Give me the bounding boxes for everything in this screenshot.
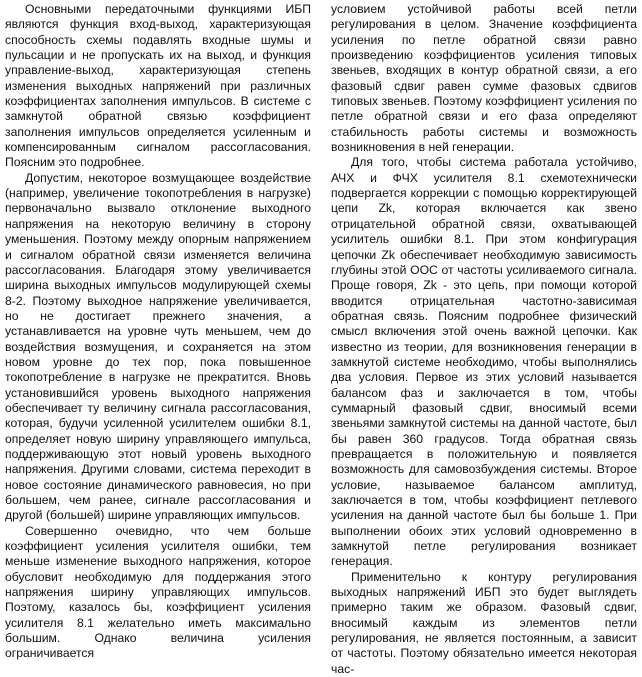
paragraph-frequency-correction: Для того, чтобы система работала устойчиво, АЧХ и ФЧХ усилителя 8.1 схемотехнически подвергается коррекции с помощью корректирующей цепи Zk, которая включается как звено отрицательной обратной связи, охватывающей усилитель ошибки 8.1. При этом конфигурация цепочки Zk обеспечивает необходимую зависимость глубины этой ООС от частоты усиливаемого сигнала. Проще говоря, Zk - это цепь, при помощи которой вводится отрицательная частотно-зависимая обратная связь. Поясним подробнее физический смысл включения этой очень важной цепочки. Как известно из теории, для возникновения генерации в замкнутой системе необходимо, чтобы выполнялись два условия. Первое из этих условий называется балансом фаз и заключается в том, чтобы суммарный фазовый сдвиг, вносимый всеми звеньями замкнутой системы на данной частоте, был бы равен 360 градусов. Тогда обратная связь превращается в положительную и появляется возможность для самовозбуждения системы. Второе условие, называемое балансом амплитуд, заключается в том, чтобы коэффициент петлевого усиления на данной частоте был бы больше 1. При выполнении обоих этих условий одновременно в замкнутой петле регулирования возникает генерация. <box>331 155 637 569</box>
paragraph-disturbance-example: Допустим, некоторое возмущающее воздействие (например, увеличение токопотребления в нагрузке) первоначально вызвало отклонение выходного напряжения на некоторую величину в сторону уменьшения. Поэтому между опорным напряжением и сигналом обратной связи изменяется величина рассогласования. Благодаря этому увеличивается ширина выходных импульсов модулирующей схемы 8-2. Поэтому выходное напряжение увеличивается, но не достигает прежнего значения, а устанавливается на уровне чуть меньшем, чем до воздействия возмущения, и сохраняется на этом новом уровне до тех пор, пока повышенное токопотребление в нагрузке не прекратится. Вновь установившийся уровень выходного напряжения обеспечивает ту величину сигнала рассогласования, которая, будучи усиленной усилителем ошибки 8.1, определяет новую ширину управляющего импульса, поддерживающую этот новый уровень выходного напряжения. Другими словами, система переходит в новое состояние динамического равновесия, но при большем, чем ранее, сигнале рассогласования и другой (большей) ширине управляющих импульсов. <box>5 170 311 523</box>
left-text-column <box>5 2 311 662</box>
paragraph-output-regulation-loop: Применительно к контуру регулирования выходных напряжений ИБП это будет выглядеть примерно таким же образом. Фазовый сдвиг, вносимый каждым из элементов петли регулирования, не является постоянным, а зависит от частоты. Поэтому обязательно имеется некоторая час- <box>331 569 637 676</box>
paragraph-transfer-functions: Основными передаточными функциями ИБП являются функция вход-выход, характеризующая способность схемы подавлять входные шумы и пульсации и не пропускать их на выход, и функция управление-выход, характеризующая степень изменения выходных напряжений при различных коэффициентах заполнения импульсов. В системе с замкнутой обратной связью коэффициент заполнения импульсов определяется усиленным и компенсированным сигналом рассогласования. Поясним это подробнее. <box>5 2 311 170</box>
paragraph-error-amplifier-gain: Совершенно очевидно, что чем больше коэффициент усиления усилителя ошибки, тем меньше изменение выходного напряжения, которое обусловит необходимую для поддержания этого напряжения ширину управляющих импульсов. Поэтому, казалось бы, коэффициент усиления усилителя 8.1 желательно иметь максимально большим. Однако величина усиления ограничивается <box>5 523 311 661</box>
right-text-column <box>331 2 637 677</box>
paragraph-loop-stability-continuation: условием устойчивой работы всей петли регулирования в целом. Значение коэффициента усиления по петле обратной связи равно произведению коэффициентов усиления типовых звеньев, входящих в контур обратной связи, а его фазовый сдвиг равен сумме фазовых сдвигов типовых звеньев. Поэтому коэффициент усиления по петле обратной связи и его фаза определяют стабильность работы системы и возможность возникновения в ней генерации. <box>331 2 637 155</box>
